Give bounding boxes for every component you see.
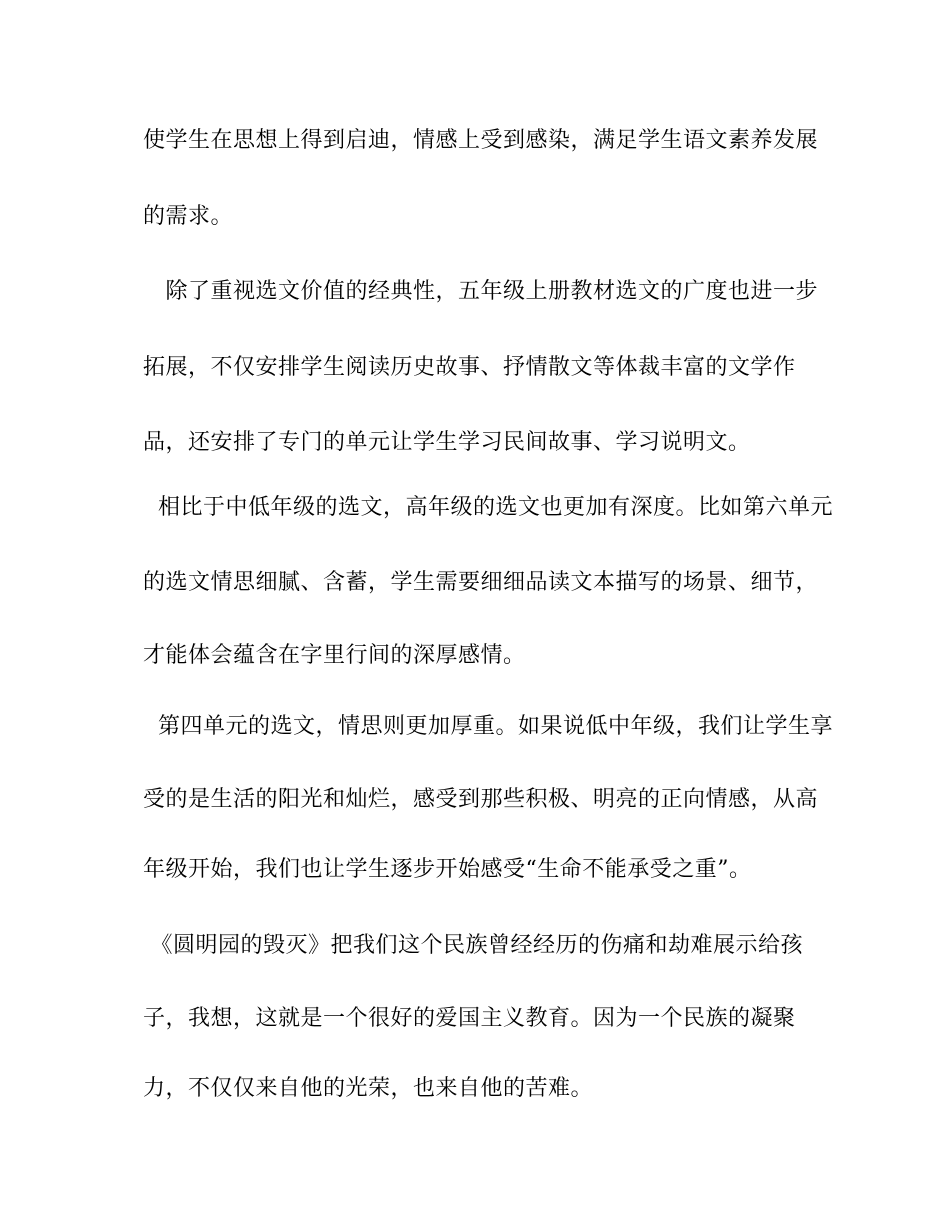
text-line: 使学生在思想上得到启迪，情感上受到感染，满足学生语文素养发展	[143, 128, 819, 153]
text-line: 子，我想，这就是一个很好的爱国主义教育。因为一个民族的凝聚	[143, 1006, 796, 1031]
text-line: 相比于中低年级的选文，高年级的选文也更加有深度。比如第六单元	[143, 495, 833, 520]
text-line: 除了重视选文价值的经典性，五年级上册教材选文的广度也进一步	[143, 279, 818, 304]
text-line: 力，不仅仅来自他的光荣，也来自他的苦难。	[143, 1076, 594, 1101]
text-line: 《圆明园的毁灭》把我们这个民族曾经经历的伤痛和劫难展示给孩	[143, 933, 803, 958]
text-line: 的需求。	[143, 204, 234, 229]
text-line: 第四单元的选文，情思则更加厚重。如果说低中年级，我们让学生享	[143, 714, 833, 739]
text-line: 受的是生活的阳光和灿烂，感受到那些积极、明亮的正向情感，从高	[143, 787, 819, 812]
text-line: 的选文情思细腻、含蓄，学生需要细细品读文本描写的场景、细节，	[143, 570, 819, 595]
text-line: 才能体会蕴含在字里行间的深厚感情。	[143, 643, 526, 668]
text-line: 品，还安排了专门的单元让学生学习民间故事、学习说明文。	[143, 430, 751, 455]
text-line: 拓展，不仅安排学生阅读历史故事、抒情散文等体裁丰富的文学作	[143, 355, 796, 380]
text-line: 年级开始，我们也让学生逐步开始感受“生命不能承受之重”。	[143, 857, 752, 882]
